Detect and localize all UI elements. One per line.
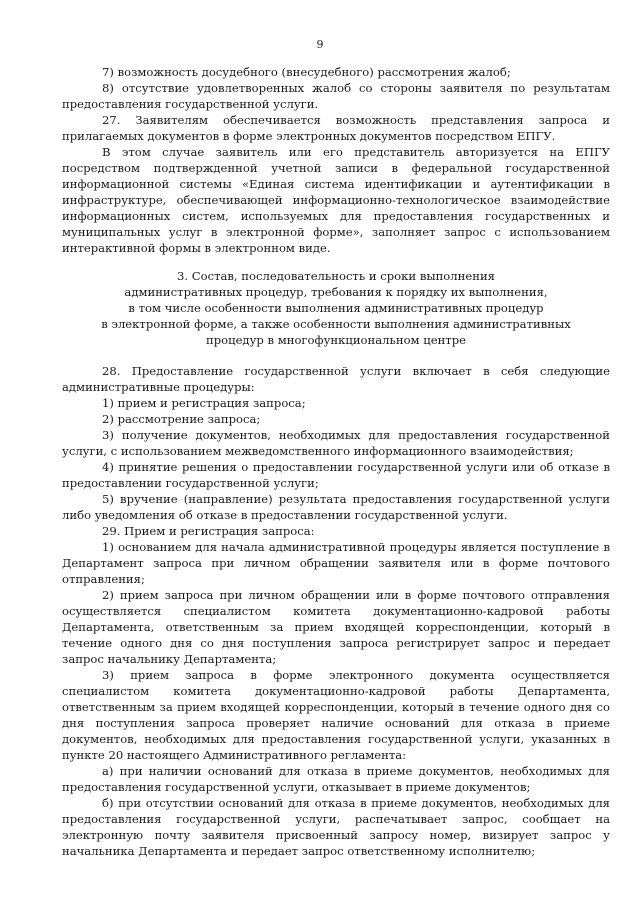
procedure-item: 2) рассмотрение запроса; (102, 412, 261, 426)
heading-line: в том числе особенности выполнения административных процедур (128, 301, 544, 315)
page-number: 9 (316, 38, 324, 51)
procedure-item: 1) прием и регистрация запроса; (102, 396, 306, 410)
paragraph-29: 29. Прием и регистрация запроса: (102, 524, 315, 538)
paragraph-epgu-auth: В этом случае заявитель или его представитель авторизуется на ЕПГУ посредством подтвержденной учетной записи в федеральной государственной информационной системы «Единая система идентификации и аутентификации в инфраструктуре, обеспечивающей информационно-технологическое взаимодействие информационных систем, используемых для предоставления государственных и муниципальных услуг в электронной форме», заполняет запрос с использованием интерактивной формы в электронном виде. (62, 145, 610, 255)
procedure-item: 3) получение документов, необходимых для предоставления государственной услуги, с использованием межведомственного информационного взаимодействия; (62, 428, 610, 458)
paragraph-27: 27. Заявителям обеспечивается возможность представления запроса и прилагаемых документов в форме электронных документов посредством ЕПГУ. (62, 113, 610, 143)
paragraph-28: 28. Предоставление государственной услуги включает в себя следующие административные процедуры: (62, 364, 610, 394)
procedure-item: 5) вручение (направление) результата предоставления государственной услуги либо уведомления об отказе в предоставлении государственной услуги. (62, 492, 610, 522)
list-item-8: 8) отсутствие удовлетворенных жалоб со стороны заявителя по результатам предоставления государственной услуги. (62, 81, 610, 111)
document-body (62, 64, 610, 859)
heading-line: в электронной форме, а также особенности выполнения административных (101, 317, 571, 331)
section-heading (62, 268, 610, 348)
subitem-a: а) при наличии оснований для отказа в приеме документов, необходимых для предоставления государственной услуги, отказывает в приеме документов; (62, 764, 610, 794)
subitem-b: б) при отсутствии оснований для отказа в приеме документов, необходимых для предоставления государственной услуги, распечатывает запрос, сообщает на электронную почту заявителя присвоенный запросу номер, визирует запрос у начальника Департамента и передает запрос ответственному исполнителю; (62, 796, 610, 858)
subitem-2: 2) прием запроса при личном обращении или в форме почтового отправления осуществляется специалистом комитета документационно-кадровой работы Департамента, ответственным за прием входящей корреспонденции, который в течение одного дня со дня поступления запроса регистрирует запрос и передает запрос начальнику Департамента; (62, 588, 610, 666)
heading-line: процедур в многофункциональном центре (205, 333, 466, 347)
heading-line: 3. Состав, последовательность и сроки выполнения (176, 269, 495, 283)
procedure-item: 4) принятие решения о предоставлении государственной услуги или об отказе в предоставлении государственной услуги; (62, 460, 610, 490)
list-item-7: 7) возможность досудебного (внесудебного) рассмотрения жалоб; (102, 65, 511, 79)
subitem-3: 3) прием запроса в форме электронного документа осуществляется специалистом комитета документационно-кадровой работы Департамента, ответственным за прием входящей корреспонденции, который в течение одного дня со дня поступления запроса проверяет наличие оснований для отказа в приеме документов, необходимых для предоставления государственной услуги, указанных в пункте 20 настоящего Административного регламента: (62, 668, 610, 762)
heading-line: административных процедур, требования к порядку их выполнения, (124, 285, 548, 299)
subitem-1: 1) основанием для начала административной процедуры является поступление в Департамент запроса при личном обращении заявителя или в форме почтового отправления; (62, 540, 610, 586)
